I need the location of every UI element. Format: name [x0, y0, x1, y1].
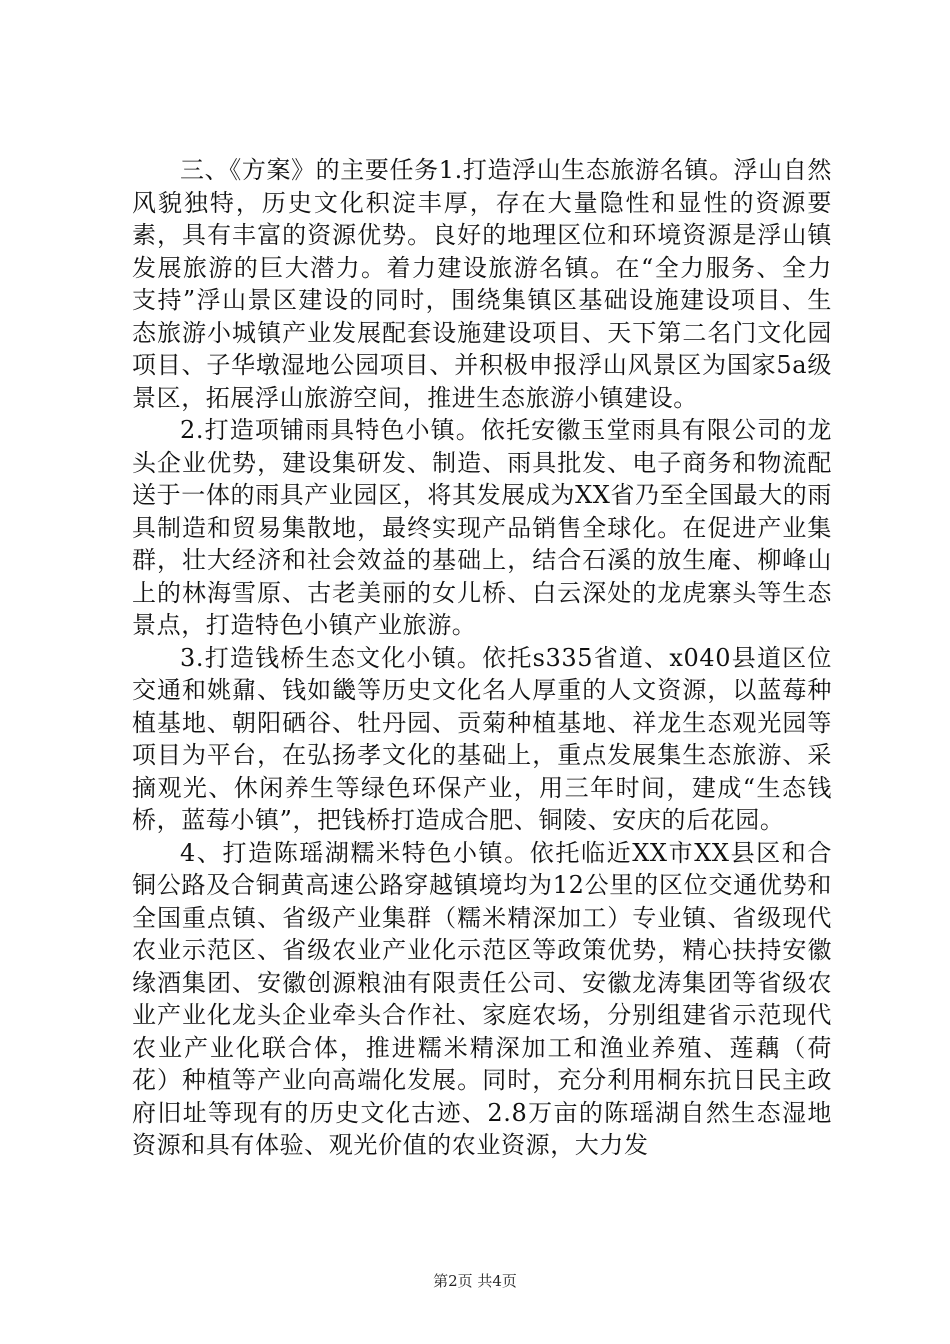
- paragraph-chenyaohu-town: 4、打造陈瑶湖糯米特色小镇。依托临近XX市XX县区和合铜公路及合铜黄高速公路穿越镇境均为12公里的区位交通优势和全国重点镇、省级产业集群（糯米精深加工）专业镇、省级现代农业示范区、省级农业产业化示范区等政策优势，精心扶持安徽缘酒集团、安徽创源粮油有限责任公司、安徽龙涛集团等省级农业产业化龙头企业牵头合作社、家庭农场，分别组建省示范现代农业产业化联合体，推进糯米精深加工和渔业养殖、莲藕（荷花）种植等产业向高端化发展。同时，充分利用桐东抗日民主政府旧址等现有的历史文化古迹、2.8万亩的陈瑶湖自然生态湿地资源和具有体验、观光价值的农业资源，大力发: [132, 838, 832, 1159]
- page-footer: [0, 1270, 950, 1291]
- paragraph-main-tasks: 三、《方案》的主要任务1.打造浮山生态旅游名镇。浮山自然风貌独特，历史文化积淀丰厚，存在大量隐性和显性的资源要素，具有丰富的资源优势。良好的地理区位和环境资源是浮山镇发展旅游的巨大潜力。着力建设旅游名镇。在“全力服务、全力支持”浮山景区建设的同时，围绕集镇区基础设施建设项目、生态旅游小城镇产业发展配套设施建设项目、天下第二名门文化园项目、子华墩湿地公园项目、并积极申报浮山风景区为国家5a级景区，拓展浮山旅游空间，推进生态旅游小镇建设。: [132, 156, 832, 412]
- paragraph-xiangpu-town: 2.打造项铺雨具特色小镇。依托安徽玉堂雨具有限公司的龙头企业优势，建设集研发、制造、雨具批发、电子商务和物流配送于一体的雨具产业园区，将其发展成为XX省乃至全国最大的雨具制造和贸易集散地，最终实现产品销售全球化。在促进产业集群，壮大经济和社会效益的基础上，结合石溪的放生庵、柳峰山上的林海雪原、古老美丽的女儿桥、白云深处的龙虎寨头等生态景点，打造特色小镇产业旅游。: [132, 416, 832, 639]
- paragraph-qianqiao-town: 3.打造钱桥生态文化小镇。依托s335省道、x040县道区位交通和姚鼐、钱如畿等历史文化名人厚重的人文资源，以蓝莓种植基地、朝阳硒谷、牡丹园、贡菊种植基地、祥龙生态观光园等项目为平台，在弘扬孝文化的基础上，重点发展集生态旅游、采摘观光、休闲养生等绿色环保产业，用三年时间，建成“生态钱桥，蓝莓小镇”，把钱桥打造成合肥、铜陵、安庆的后花园。: [132, 643, 832, 834]
- page-number: 第2页 共4页: [433, 1272, 517, 1290]
- document-body: [132, 154, 832, 1162]
